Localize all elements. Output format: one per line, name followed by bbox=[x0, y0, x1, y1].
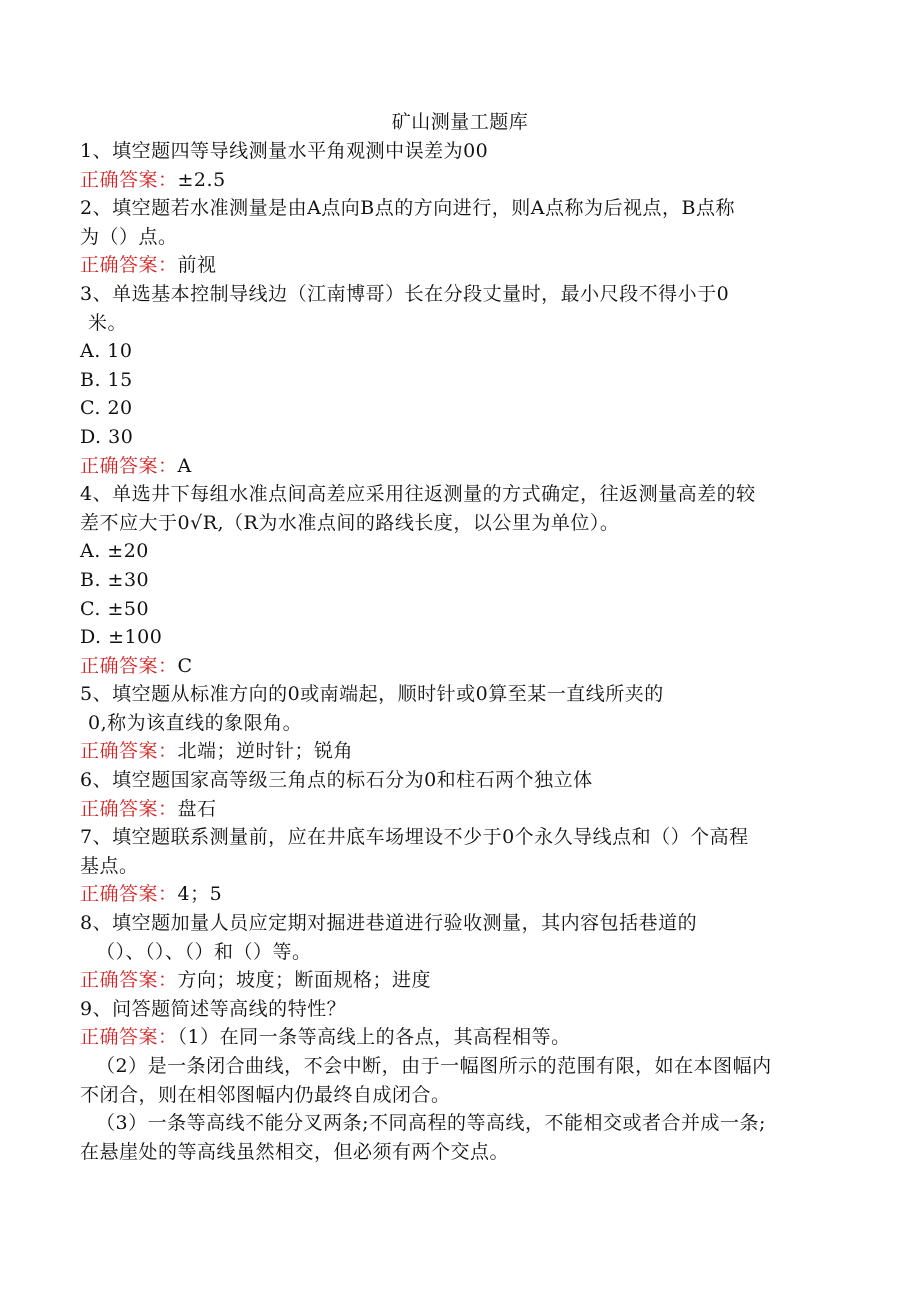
option-a: A. ±20 bbox=[80, 540, 149, 563]
question-2-line-1: 2、填空题若水准测量是由A点向B点的方向进行，则A点称为后视点，B点称 bbox=[80, 197, 735, 220]
question-1: 1、填空题四等导线测量水平角观测中误差为00 bbox=[80, 140, 489, 162]
answer-6 bbox=[80, 795, 850, 824]
page-title: 矿山测量工题库 bbox=[391, 111, 529, 133]
answer-label: 正确答案： bbox=[80, 883, 178, 906]
answer-value: A bbox=[177, 454, 192, 477]
answer-value: C bbox=[177, 654, 193, 677]
option-b: B. 15 bbox=[80, 368, 133, 391]
answer-value: （1）在同一条等高线上的各点，其高程相等。 bbox=[177, 1026, 571, 1049]
answer-value: 盘石 bbox=[177, 797, 217, 820]
question-3-line-1: 3、单选基本控制导线边（江南博哥）长在分段丈量时，最小尺段不得小于0 bbox=[80, 282, 730, 305]
answer-label: 正确答案： bbox=[80, 740, 178, 763]
question-5-line-2: 0,称为该直线的象限角。 bbox=[88, 711, 303, 734]
answer-2 bbox=[80, 251, 850, 280]
answer-8 bbox=[80, 966, 850, 995]
answer-9-para-2-line-1: （2）是一条闭合曲线，不会中断，由于一幅图所示的范围有限，如在本图幅内 bbox=[96, 1055, 772, 1077]
answer-label: 正确答案： bbox=[80, 454, 178, 477]
answer-9-para-3-line-1: （3）一条等高线不能分叉两条;不同高程的等高线，不能相交或者合并成一条; bbox=[96, 1112, 766, 1135]
answer-value: 前视 bbox=[177, 254, 217, 277]
question-4-line-1: 4、单选井下每组水准点间高差应采用往返测量的方式确定，往返测量高差的较 bbox=[80, 483, 756, 506]
answer-9-para-3-line-2: 在悬崖处的等高线虽然相交，但必须有两个交点。 bbox=[80, 1140, 510, 1163]
question-list bbox=[80, 137, 850, 1166]
question-7-line-2: 基点。 bbox=[80, 854, 139, 877]
answer-9-para-2-line-2: 不闭合，则在相邻图幅内仍最终自成闭合。 bbox=[80, 1083, 451, 1106]
option-d: D. ±100 bbox=[80, 626, 163, 649]
option-b: B. ±30 bbox=[80, 568, 150, 591]
answer-1 bbox=[80, 166, 850, 195]
option-c: C. 20 bbox=[80, 397, 133, 420]
question-8-line-2: （）、（）、（）和（）等。 bbox=[96, 940, 312, 963]
option-d: D. 30 bbox=[80, 425, 134, 448]
answer-9 bbox=[80, 1023, 850, 1052]
question-3-line-2: 米。 bbox=[88, 311, 128, 334]
question-9: 9、问答题简述等高线的特性？ bbox=[80, 997, 347, 1020]
answer-5 bbox=[80, 737, 850, 766]
question-7-line-1: 7、填空题联系测量前，应在井底车场埋设不少于0个永久导线点和（）个高程 bbox=[80, 826, 749, 849]
answer-value: 4；5 bbox=[177, 883, 223, 906]
answer-value: ±2.5 bbox=[177, 168, 226, 191]
answer-label: 正确答案： bbox=[80, 654, 178, 677]
question-2-line-2: 为（）点。 bbox=[80, 225, 178, 248]
question-6: 6、填空题国家高等级三角点的标石分为0和柱石两个独立体 bbox=[80, 769, 593, 792]
answer-4 bbox=[80, 652, 850, 681]
answer-value: 方向；坡度；断面规格；进度 bbox=[177, 969, 432, 992]
option-a: A. 10 bbox=[80, 340, 133, 363]
question-8-line-1: 8、填空题加量人员应定期对掘进巷道进行验收测量，其内容包括巷道的 bbox=[80, 912, 698, 935]
question-4-line-2: 差不应大于0√R,（R为水准点间的路线长度，以公里为单位）。 bbox=[80, 511, 620, 534]
option-c: C. ±50 bbox=[80, 597, 150, 620]
answer-3 bbox=[80, 452, 850, 481]
answer-label: 正确答案： bbox=[80, 254, 178, 277]
answer-label: 正确答案： bbox=[80, 797, 178, 820]
answer-value: 北端；逆时针；锐角 bbox=[177, 740, 354, 763]
answer-7 bbox=[80, 880, 850, 909]
answer-label: 正确答案： bbox=[80, 1026, 178, 1049]
answer-label: 正确答案： bbox=[80, 168, 178, 191]
question-5-line-1: 5、填空题从标准方向的0或南端起，顺时针或0算至某一直线所夹的 bbox=[80, 683, 664, 706]
answer-label: 正确答案： bbox=[80, 969, 178, 992]
